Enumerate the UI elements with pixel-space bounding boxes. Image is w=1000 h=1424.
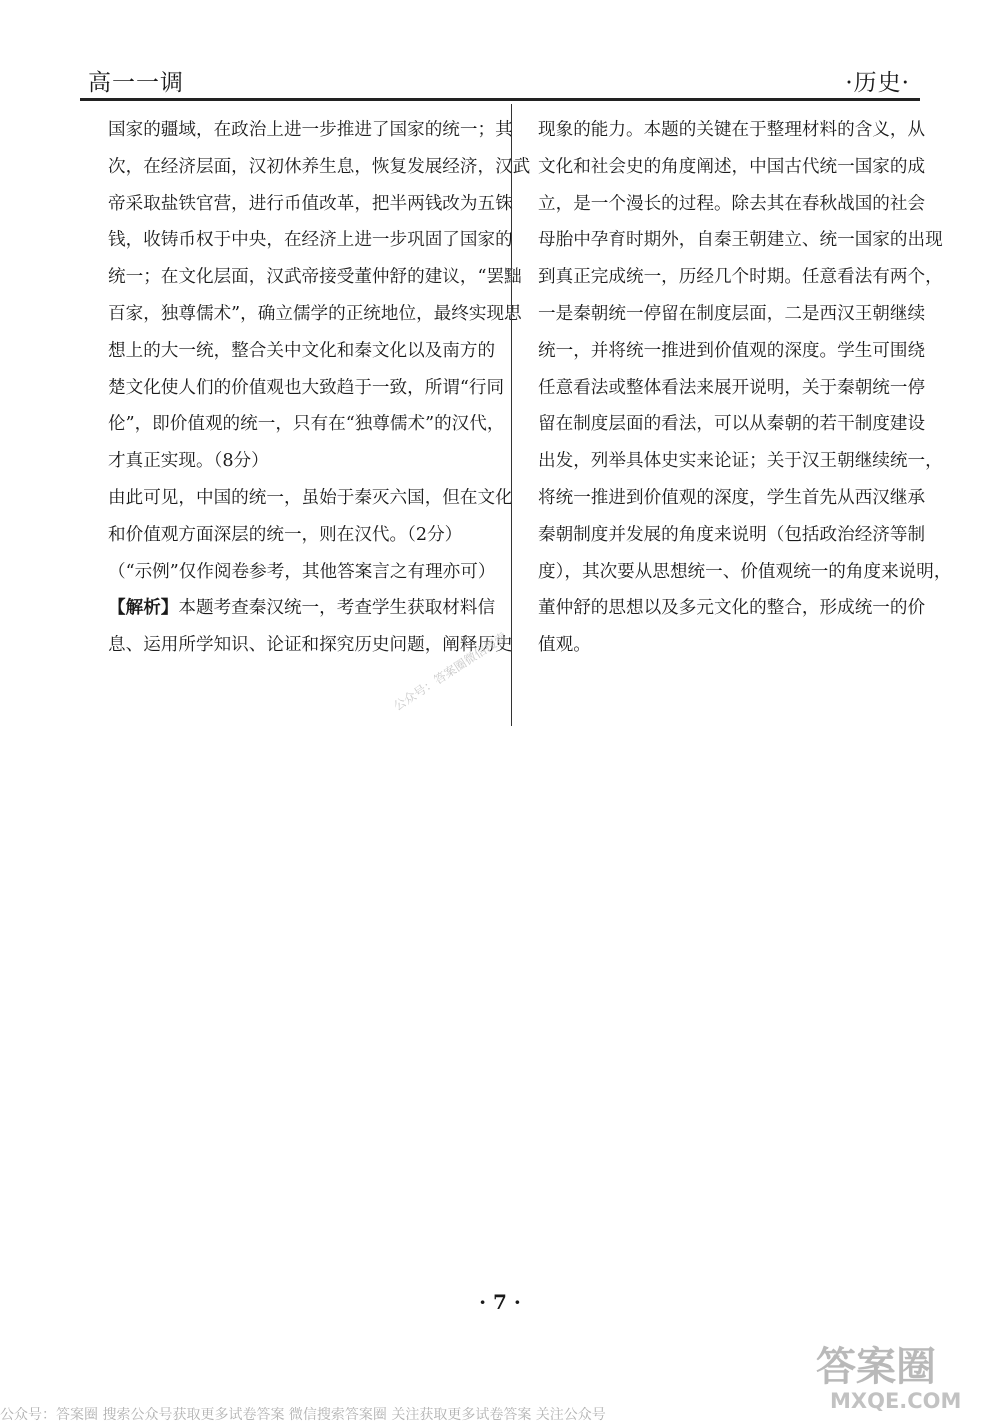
text-line: 钱，收铸币权于中央，在经济上进一步巩固了国家的 [108,230,513,251]
text-line: 统一，并将统一推进到价值观的深度。学生可围绕 [538,340,926,361]
analysis-text: 本题考查秦汉统一，考查学生获取材料信 [178,598,496,619]
text-line: 立，是一个漫长的过程。除去其在春秋战国的社会 [538,193,926,214]
exam-title: 高一一调 [88,70,184,96]
text-line: 伦”，即价值观的统一，只有在“独尊儒术”的汉代， [108,414,505,435]
site-logo-icon [808,1336,998,1414]
text-line: 度），其次要从思想统一、价值观统一的角度来说明， [538,561,952,582]
text-line: 次，在经济层面，汉初休养生息，恢复发展经济，汉武 [108,156,531,177]
text-line: （“示例”仅作阅卷参考，其他答案言之有理亦可） [108,561,496,582]
watermark: 公众号：答案圈微信搜索 [391,629,510,714]
text-line: 帝采取盐铁官营，进行币值改革，把半两钱改为五铢 [108,193,513,214]
text-line: 现象的能力。本题的关键在于整理材料的含义，从 [538,120,926,140]
text-line: 统一；在文化层面，汉武帝接受董仲舒的建议，“罢黜 [108,267,522,288]
right-column [538,112,952,664]
text-line: 值观。 [538,635,591,656]
text-line: 由此可见，中国的统一，虽始于秦灭六国，但在文化 [108,487,513,508]
text-line: 和价值观方面深层的统一，则在汉代。（2分） [108,524,463,545]
text-line: 才真正实现。（8分） [108,451,269,472]
text-line: 百家，独尊儒术”，确立儒学的正统地位，最终实现思 [108,303,522,324]
header-rule [80,98,920,101]
text-line: 母胎中孕育时期外，自秦王朝建立、统一国家的出现 [538,230,943,251]
column-divider [511,104,512,726]
analysis-label: 【解析】 [108,598,179,619]
text-line: 国家的疆域，在政治上进一步推进了国家的统一；其 [108,120,513,140]
text-line: 文化和社会史的角度阐述，中国古代统一国家的成 [538,156,926,177]
text-line: 想上的大一统，整合关中文化和秦文化以及南方的 [108,340,496,361]
text-line: 将统一推进到价值观的深度，学生首先从西汉继承 [538,487,926,508]
text-line: 秦朝制度并发展的角度来说明（包括政治经济等制 [538,524,926,545]
page-number: · 7 · [479,1290,521,1314]
text-line: 任意看法或整体看法来展开说明，关于秦朝统一停 [538,377,926,398]
text-line: 留在制度层面的看法，可以从秦朝的若干制度建设 [538,414,926,435]
analysis-line: 息、运用所学知识、论证和探究历史问题，阐释历史 [108,635,513,656]
bottom-strip: 公众号：答案圈 搜索公众号获取更多试卷答案 微信搜索答案圈 关注获取更多试卷答案 关注公众号 [0,1407,606,1423]
text-line: 到真正完成统一，历经几个时期。任意看法有两个， [538,267,943,288]
text-line: 出发，列举具体史实来论证；关于汉王朝继续统一， [538,451,943,472]
logo-text: 答案圈 [816,1344,936,1390]
analysis-line [108,590,496,627]
subject-label: ·历史· [845,70,910,96]
left-column [108,112,531,664]
text-line: 楚文化使人们的价值观也大致趋于一致，所谓“行同 [108,377,505,398]
text-line: 一是秦朝统一停留在制度层面，二是西汉王朝继续 [538,303,926,324]
text-line: 董仲舒的思想以及多元文化的整合，形成统一的价 [538,598,926,619]
logo-url-text: MXQE.COM [830,1389,962,1413]
page-header [80,62,920,100]
